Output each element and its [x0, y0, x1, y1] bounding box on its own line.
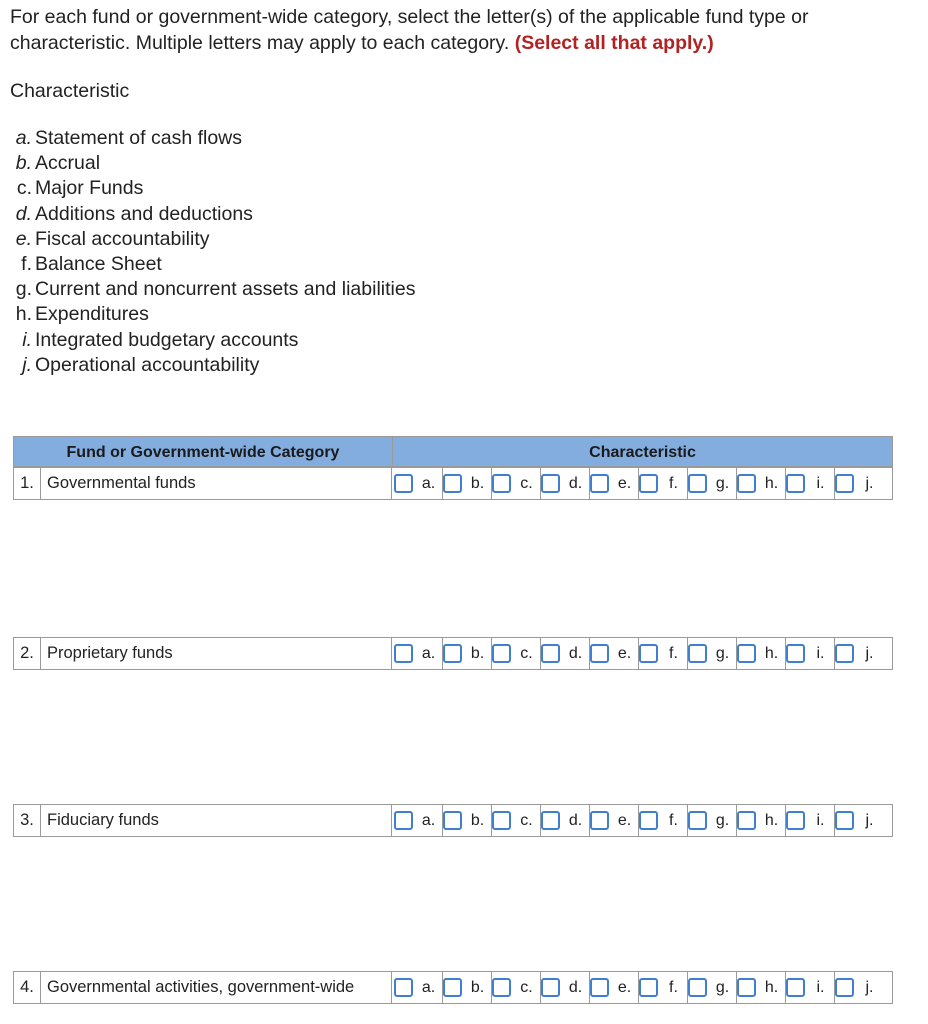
checkbox[interactable]	[639, 474, 658, 493]
characteristic-label: Integrated budgetary accounts	[35, 328, 299, 351]
checkbox[interactable]	[786, 474, 805, 493]
characteristic-list	[4, 126, 415, 378]
option-letter: c.	[513, 805, 541, 836]
option-c[interactable]	[492, 638, 541, 669]
table-header	[13, 436, 893, 467]
characteristic-letter: b.	[15, 152, 32, 175]
option-d[interactable]	[541, 805, 590, 836]
characteristic-label: Balance Sheet	[35, 252, 162, 275]
column-header-category: Fund or Government-wide Category	[14, 437, 393, 466]
option-b[interactable]	[443, 468, 492, 499]
option-g[interactable]	[688, 638, 737, 669]
option-letter: e.	[611, 972, 639, 1003]
option-i[interactable]	[786, 468, 835, 499]
characteristic-label: Additions and deductions	[35, 202, 253, 225]
option-letter: b.	[464, 805, 492, 836]
option-i[interactable]	[786, 805, 835, 836]
table-row	[13, 971, 893, 1004]
characteristic-item	[4, 302, 415, 327]
option-h[interactable]	[737, 638, 786, 669]
option-letter: g.	[709, 468, 737, 499]
characteristic-item	[4, 151, 415, 176]
option-letter: f.	[660, 805, 688, 836]
checkbox[interactable]	[394, 811, 413, 830]
option-e[interactable]	[590, 972, 639, 1003]
option-group	[392, 972, 892, 1003]
characteristic-label: Accrual	[35, 152, 101, 175]
checkbox[interactable]	[492, 474, 511, 493]
checkbox[interactable]	[541, 474, 560, 493]
option-letter: b.	[464, 972, 492, 1003]
characteristic-label: Expenditures	[35, 303, 149, 326]
option-letter: c.	[513, 972, 541, 1003]
option-f[interactable]	[639, 468, 688, 499]
characteristic-item	[4, 328, 415, 353]
option-b[interactable]	[443, 972, 492, 1003]
option-letter: f.	[660, 468, 688, 499]
checkbox[interactable]	[639, 978, 658, 997]
checkbox[interactable]	[786, 978, 805, 997]
checkbox[interactable]	[835, 978, 854, 997]
option-e[interactable]	[590, 638, 639, 669]
row-number: 4.	[14, 972, 41, 1003]
checkbox[interactable]	[590, 644, 609, 663]
characteristic-item	[4, 353, 415, 378]
instructions	[10, 4, 922, 56]
characteristic-label: Fiscal accountability	[35, 227, 210, 250]
characteristic-label: Statement of cash flows	[35, 127, 243, 149]
row-number: 1.	[14, 468, 41, 499]
characteristic-letter: i.	[22, 328, 32, 351]
option-letter: e.	[611, 805, 639, 836]
option-letter: j.	[865, 812, 874, 829]
option-f[interactable]	[639, 972, 688, 1003]
row-number: 3.	[14, 805, 41, 836]
checkbox[interactable]	[835, 474, 854, 493]
option-letter: j.	[865, 979, 874, 996]
option-letter: d.	[562, 468, 590, 499]
checkbox[interactable]	[541, 644, 560, 663]
option-e[interactable]	[590, 468, 639, 499]
option-letter: a.	[415, 638, 443, 669]
option-a[interactable]	[394, 638, 443, 669]
checkbox[interactable]	[688, 811, 707, 830]
checkbox[interactable]	[394, 474, 413, 493]
option-letter: e.	[611, 468, 639, 499]
option-d[interactable]	[541, 972, 590, 1003]
option-j[interactable]	[835, 638, 883, 669]
option-a[interactable]	[394, 805, 443, 836]
option-g[interactable]	[688, 972, 737, 1003]
option-letter: a.	[415, 972, 443, 1003]
table-row	[13, 804, 893, 837]
option-letter: a.	[415, 468, 443, 499]
option-j[interactable]	[835, 972, 883, 1003]
option-letter: e.	[611, 638, 639, 669]
characteristic-heading: Characteristic	[10, 80, 130, 102]
option-letter: i.	[807, 468, 835, 499]
row-number: 2.	[14, 638, 41, 669]
option-letter: f.	[660, 638, 688, 669]
option-letter: g.	[709, 805, 737, 836]
checkbox[interactable]	[492, 644, 511, 663]
option-f[interactable]	[639, 638, 688, 669]
option-group	[392, 805, 892, 836]
option-letter: d.	[562, 638, 590, 669]
option-letter: b.	[464, 468, 492, 499]
option-letter: j.	[865, 645, 874, 662]
option-i[interactable]	[786, 638, 835, 669]
instructions-emphasis: (Select all that apply.)	[514, 32, 714, 54]
checkbox[interactable]	[590, 474, 609, 493]
checkbox[interactable]	[639, 644, 658, 663]
option-letter: f.	[660, 972, 688, 1003]
characteristic-letter: j.	[22, 353, 32, 376]
option-letter: h.	[758, 638, 786, 669]
characteristic-item	[4, 227, 415, 252]
characteristic-letter: d.	[15, 202, 32, 225]
checkbox[interactable]	[835, 644, 854, 663]
option-c[interactable]	[492, 468, 541, 499]
option-a[interactable]	[394, 972, 443, 1003]
checkbox[interactable]	[541, 811, 560, 830]
option-d[interactable]	[541, 638, 590, 669]
option-b[interactable]	[443, 805, 492, 836]
row-category: Governmental funds	[41, 468, 392, 499]
checkbox[interactable]	[443, 644, 462, 663]
option-j[interactable]	[835, 805, 883, 836]
option-letter: c.	[513, 468, 541, 499]
option-e[interactable]	[590, 805, 639, 836]
option-group	[392, 638, 892, 669]
checkbox[interactable]	[443, 474, 462, 493]
characteristic-label: Major Funds	[35, 177, 144, 200]
row-category: Proprietary funds	[41, 638, 392, 669]
option-c[interactable]	[492, 972, 541, 1003]
characteristic-item	[4, 202, 415, 227]
checkbox[interactable]	[394, 978, 413, 997]
characteristic-label: Operational accountability	[35, 353, 260, 376]
option-d[interactable]	[541, 468, 590, 499]
option-letter: i.	[807, 805, 835, 836]
option-h[interactable]	[737, 468, 786, 499]
option-group	[392, 468, 892, 499]
characteristic-item	[4, 176, 415, 201]
option-a[interactable]	[394, 468, 443, 499]
option-letter: d.	[562, 972, 590, 1003]
characteristic-letter: g.	[15, 278, 32, 301]
option-c[interactable]	[492, 805, 541, 836]
checkbox[interactable]	[443, 811, 462, 830]
checkbox[interactable]	[737, 644, 756, 663]
checkbox[interactable]	[541, 978, 560, 997]
checkbox[interactable]	[492, 978, 511, 997]
checkbox[interactable]	[443, 978, 462, 997]
table-row	[13, 637, 893, 670]
characteristic-letter: h.	[15, 303, 32, 326]
characteristic-item	[4, 277, 415, 302]
option-letter: h.	[758, 805, 786, 836]
option-i[interactable]	[786, 972, 835, 1003]
table-row	[13, 467, 893, 500]
option-letter: j.	[865, 475, 874, 492]
characteristic-item	[4, 252, 415, 277]
checkbox[interactable]	[639, 811, 658, 830]
checkbox[interactable]	[786, 644, 805, 663]
checkbox[interactable]	[688, 978, 707, 997]
option-g[interactable]	[688, 805, 737, 836]
checkbox[interactable]	[590, 811, 609, 830]
characteristic-letter: e.	[15, 227, 32, 250]
checkbox[interactable]	[688, 474, 707, 493]
characteristic-letter: f.	[21, 252, 32, 275]
characteristic-item	[4, 126, 415, 151]
option-g[interactable]	[688, 468, 737, 499]
option-letter: g.	[709, 972, 737, 1003]
option-letter: a.	[415, 805, 443, 836]
option-letter: c.	[513, 638, 541, 669]
checkbox[interactable]	[737, 978, 756, 997]
row-category: Fiduciary funds	[41, 805, 392, 836]
checkbox[interactable]	[590, 978, 609, 997]
option-letter: g.	[709, 638, 737, 669]
checkbox[interactable]	[394, 644, 413, 663]
checkbox[interactable]	[688, 644, 707, 663]
option-letter: h.	[758, 468, 786, 499]
row-category: Governmental activities, government-wide	[41, 972, 392, 1003]
characteristic-letter: a.	[15, 127, 32, 149]
characteristic-label: Current and noncurrent assets and liabilities	[35, 278, 416, 301]
option-letter: i.	[807, 972, 835, 1003]
column-header-characteristic: Characteristic	[589, 444, 696, 461]
option-b[interactable]	[443, 638, 492, 669]
option-letter: i.	[807, 638, 835, 669]
option-f[interactable]	[639, 805, 688, 836]
option-h[interactable]	[737, 805, 786, 836]
option-letter: h.	[758, 972, 786, 1003]
characteristic-letter: c.	[16, 177, 32, 200]
checkbox[interactable]	[737, 811, 756, 830]
checkbox[interactable]	[737, 474, 756, 493]
checkbox[interactable]	[835, 811, 854, 830]
option-h[interactable]	[737, 972, 786, 1003]
option-letter: d.	[562, 805, 590, 836]
option-letter: b.	[464, 638, 492, 669]
checkbox[interactable]	[492, 811, 511, 830]
option-j[interactable]	[835, 468, 883, 499]
checkbox[interactable]	[786, 811, 805, 830]
instructions-text: For each fund or government-wide category, select the letter(s) of the applicable fund type or characteristic. Multiple letters may apply to each category.	[10, 6, 809, 54]
